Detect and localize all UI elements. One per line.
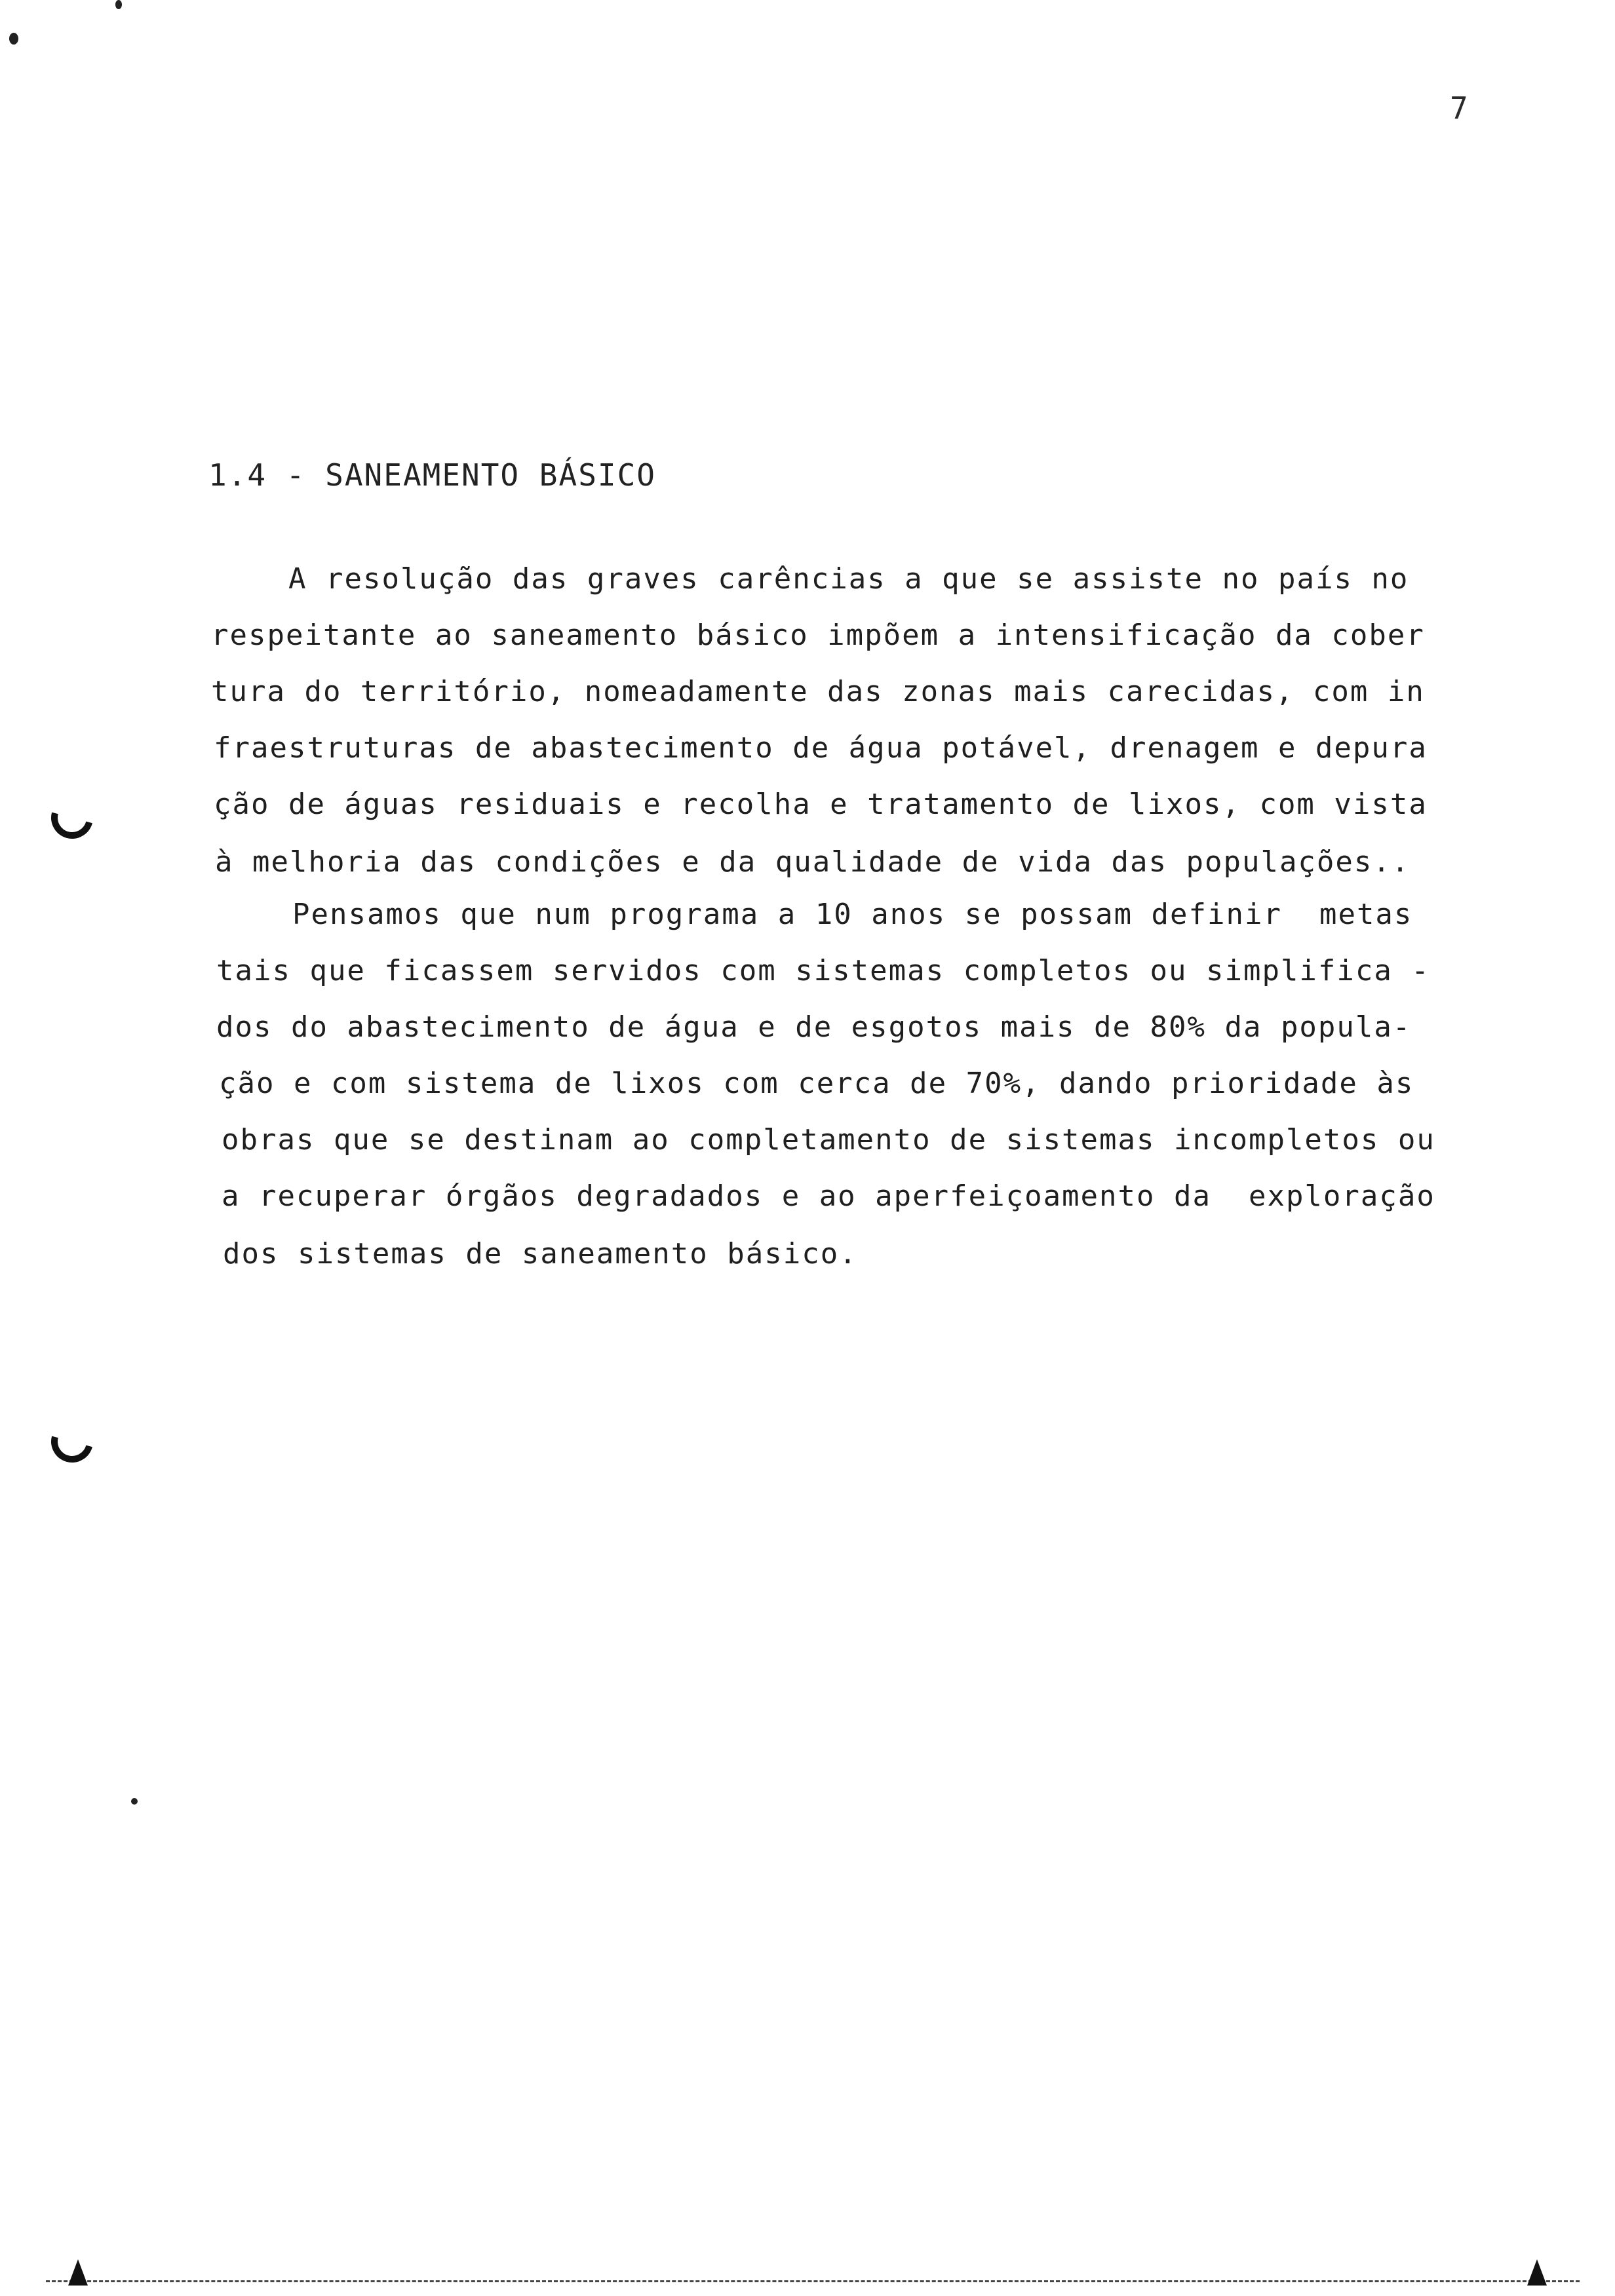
page-edge-line — [46, 2280, 1580, 2282]
paragraph-1-line-2: respeitante ao saneamento básico impõem a intensificação da cober — [211, 619, 1425, 652]
paragraph-2-line-4: ção e com sistema de lixos com cerca de 70%, dando prioridade às — [219, 1067, 1414, 1100]
paragraph-2-line-5: obras que se destinam ao completamento de sistemas incompletos ou — [222, 1123, 1435, 1157]
paragraph-2-line-1: Pensamos que num programa a 10 anos se possam definir metas — [292, 898, 1413, 931]
scan-speck — [115, 0, 122, 9]
page-number: 7 — [1450, 90, 1468, 126]
paragraph-1-line-1: A resolução das graves carências a que se assiste no país no — [288, 562, 1409, 596]
corner-mark — [1527, 2259, 1547, 2286]
paragraph-2-line-7: dos sistemas de saneamento básico. — [223, 1237, 858, 1271]
scan-speck — [131, 1798, 138, 1805]
paragraph-2-line-2: tais que ficassem servidos com sistemas completos ou simplifica - — [216, 954, 1430, 987]
binder-hole-mark — [43, 789, 100, 846]
scan-speck — [9, 33, 18, 45]
paragraph-1-line-6: à melhoria das condições e da qualidade de vida das populações.. — [215, 845, 1411, 879]
paragraph-1-line-3: tura do território, nomeadamente das zonas mais carecidas, com in — [211, 675, 1425, 708]
section-heading: 1.4 - SANEAMENTO BÁSICO — [208, 457, 656, 493]
paragraph-2-line-6: a recuperar órgãos degradados e ao aperfeiçoamento da exploração — [222, 1179, 1435, 1213]
corner-mark — [68, 2259, 88, 2286]
binder-hole-mark — [43, 1413, 100, 1470]
paragraph-1-line-4: fraestruturas de abastecimento de água potável, drenagem e depura — [214, 731, 1428, 765]
paragraph-1-line-5: ção de águas residuais e recolha e tratamento de lixos, com vista — [214, 788, 1428, 821]
paragraph-2-line-3: dos do abastecimento de água e de esgotos mais de 80% da popula- — [216, 1010, 1412, 1044]
